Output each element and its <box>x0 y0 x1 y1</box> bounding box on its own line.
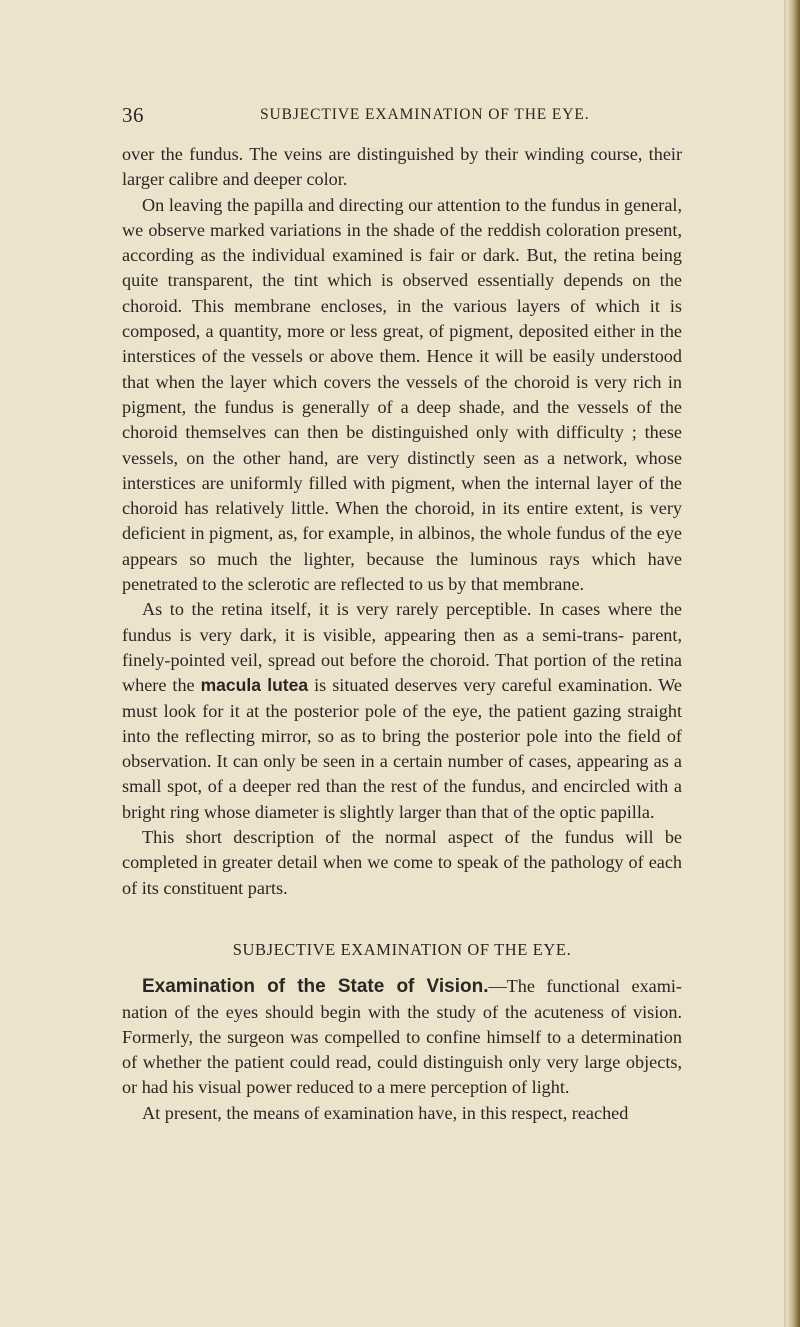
paragraph-3-end: is situated deserves very careful examination. We must look for it at the posterior pole of the eye, the patient gazing straight into the reflecting mirror, so as to bring the posterior pole into the field of observation. It can only be seen in a certain number of cases, appearing as a small spot, of a deeper red than the rest of the fundus, and encircled with a bright ring whose diameter is slightly larger than that of the optic papilla. <box>122 675 682 822</box>
subsection-text: —The functional exami- nation of the eyes should begin with the study of the acuteness of vision. Formerly, the surgeon was compelled to confine himself to a determination of whether the patient could read, could distinguish only very large objects, or had his visual power reduced to a mere perception of light. <box>122 976 682 1098</box>
macula-lutea-term: macula lutea <box>200 675 309 696</box>
body-text <box>122 142 682 1126</box>
page-edge <box>786 0 800 1327</box>
paragraph-3 <box>122 597 682 825</box>
paragraph-2: On leaving the papilla and directing our attention to the fundus in general, we observe marked variations in the shade of the reddish coloration present, according as the individual examined is fair or dark. But, the retina being quite transparent, the tint which is observed essentially depends on the choroid. This membrane encloses, in the various layers of which it is composed, a quantity, more or less great, of pigment, deposited either in the interstices of the vessels or above them. Hence it will be easily understood that when the layer which covers the vessels of the choroid is very rich in pigment, the fundus is generally of a deep shade, and the vessels of the choroid themselves can then be distinguished only with difficulty ; these vessels, on the other hand, are very distinctly seen as a network, whose interstices are uniformly filled with pigment, when the internal layer of the choroid has relatively little. When the choroid, in its entire extent, is very deficient in pigment, as, for example, in albinos, the whole fundus of the eye appears so much the lighter, because the luminous rays which have penetrated to the sclerotic are reflected to us by that membrane. <box>122 194 682 595</box>
running-title: SUBJECTIVE EXAMINATION OF THE EYE. <box>260 106 590 123</box>
subsection-title: Examination of the State of Vision. <box>142 976 489 998</box>
subsection-paragraph <box>122 974 682 1100</box>
paragraph-1: over the fundus. The veins are distinguished by their winding course, their larger calibre and deeper color. <box>122 144 682 190</box>
running-head <box>122 103 682 131</box>
paragraph-3-start: As to the retina itself, it is very rarely perceptible. In cases where the fundus is very dark, it is visible, appearing then as a semi-trans- parent, finely-pointed veil, spread out before the choroid. That portion of the retina where the <box>122 599 682 696</box>
paragraph-4: This short description of the normal aspect of the fundus will be completed in greater detail when we come to speak of the pathology of each of its constituent parts. <box>122 827 682 898</box>
section-heading: SUBJECTIVE EXAMINATION OF THE EYE. <box>232 939 572 959</box>
last-paragraph: At present, the means of examination have, in this respect, reached <box>142 1102 629 1123</box>
page-number: 36 <box>122 103 144 127</box>
